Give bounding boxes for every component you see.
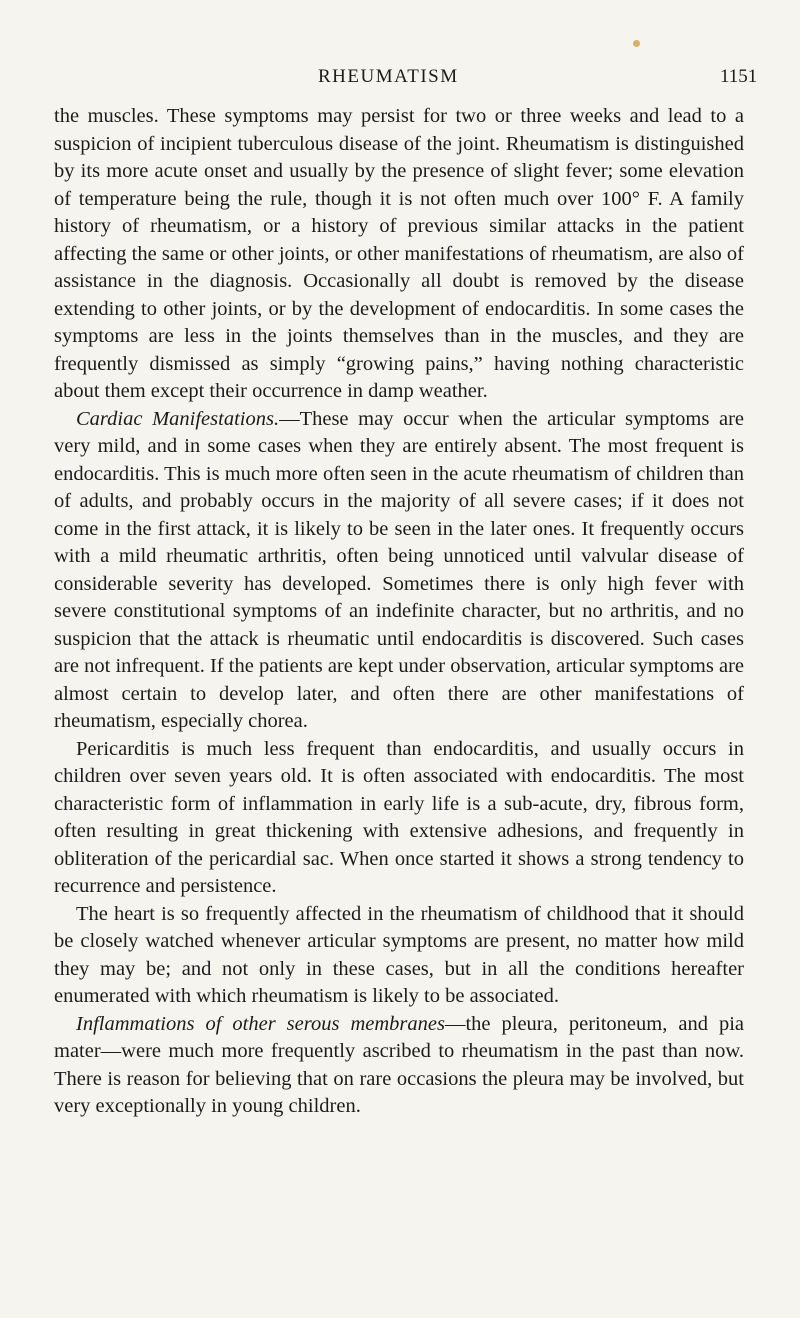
paragraph-cardiac-text: —These may occur when the articular symptoms are very mild, and in some cases when they are entirely absent. The most frequent is endocarditis. This is much more often seen in the acute rheumatism of children than of adults, and probably occurs in the majority of all severe cases; if it does not come in the first attack, it is likely to be seen in the later ones. It frequently occurs with a mild rheumatic arthritis, often being unnoticed until valvular disease of considerable severity has developed. Sometimes there is only high fever with severe constitutional symptoms of an indefinite character, but no arthritis, and no suspicion that the attack is rheumatic until endocarditis is discovered. Such cases are not infrequent. If the patients are kept under observation, articular symptoms are almost certain to develop later, and often there are other manifestations of rheumatism, especially chorea.	[54, 407, 744, 732]
text-body	[54, 103, 744, 1121]
running-title: RHEUMATISM	[318, 66, 459, 87]
section-heading-cardiac: Cardiac Manifestations.	[76, 407, 280, 430]
paragraph-serous-text: —the pleura, peritoneum, and pia mater—were much more frequently ascribed to rheumatism in the past than now. There is reason for believing that on rare occasions the pleura may be involved, but very exceptionally in young children.	[54, 1012, 744, 1117]
paragraph-serous	[54, 1011, 744, 1121]
page-number: 1151	[720, 66, 758, 87]
paragraph-cardiac	[54, 406, 744, 736]
section-heading-serous: Inflammations of other serous membranes	[76, 1012, 445, 1035]
paragraph-heart: The heart is so frequently affected in the rheumatism of childhood that it should be closely watched whenever articular symptoms are present, no matter how mild they may be; and not only in these cases, but in all the conditions hereafter enumerated with which rheumatism is likely to be associated.	[54, 902, 744, 1007]
paragraph-pericarditis: Pericarditis is much less frequent than endocarditis, and usually occurs in children over seven years old. It is often associated with endocarditis. The most characteristic form of inflammation in early life is a sub-acute, dry, fibrous form, often resulting in great thickening with extensive adhesions, and frequently in obliteration of the pericardial sac. When once started it shows a strong tendency to recurrence and persistence.	[54, 737, 744, 897]
running-head	[0, 66, 800, 96]
paragraph-muscles: the muscles. These symptoms may persist for two or three weeks and lead to a suspicion of incipient tuberculous disease of the joint. Rheumatism is distinguished by its more acute onset and usually by the presence of slight fever; some elevation of temperature being the rule, though it is not often much over 100° F. A family history of rheumatism, or a history of previous similar attacks in the patient affecting the same or other joints, or other manifestations of rheumatism, are also of assistance in the diagnosis. Occasionally all doubt is removed by the disease extending to other joints, or by the development of endocarditis. In some cases the symptoms are less in the joints themselves than in the muscles, and they are frequently dismissed as simply “growing pains,” having nothing characteristic about them except their occurrence in damp weather.	[54, 105, 744, 402]
ink-spot	[633, 40, 640, 47]
